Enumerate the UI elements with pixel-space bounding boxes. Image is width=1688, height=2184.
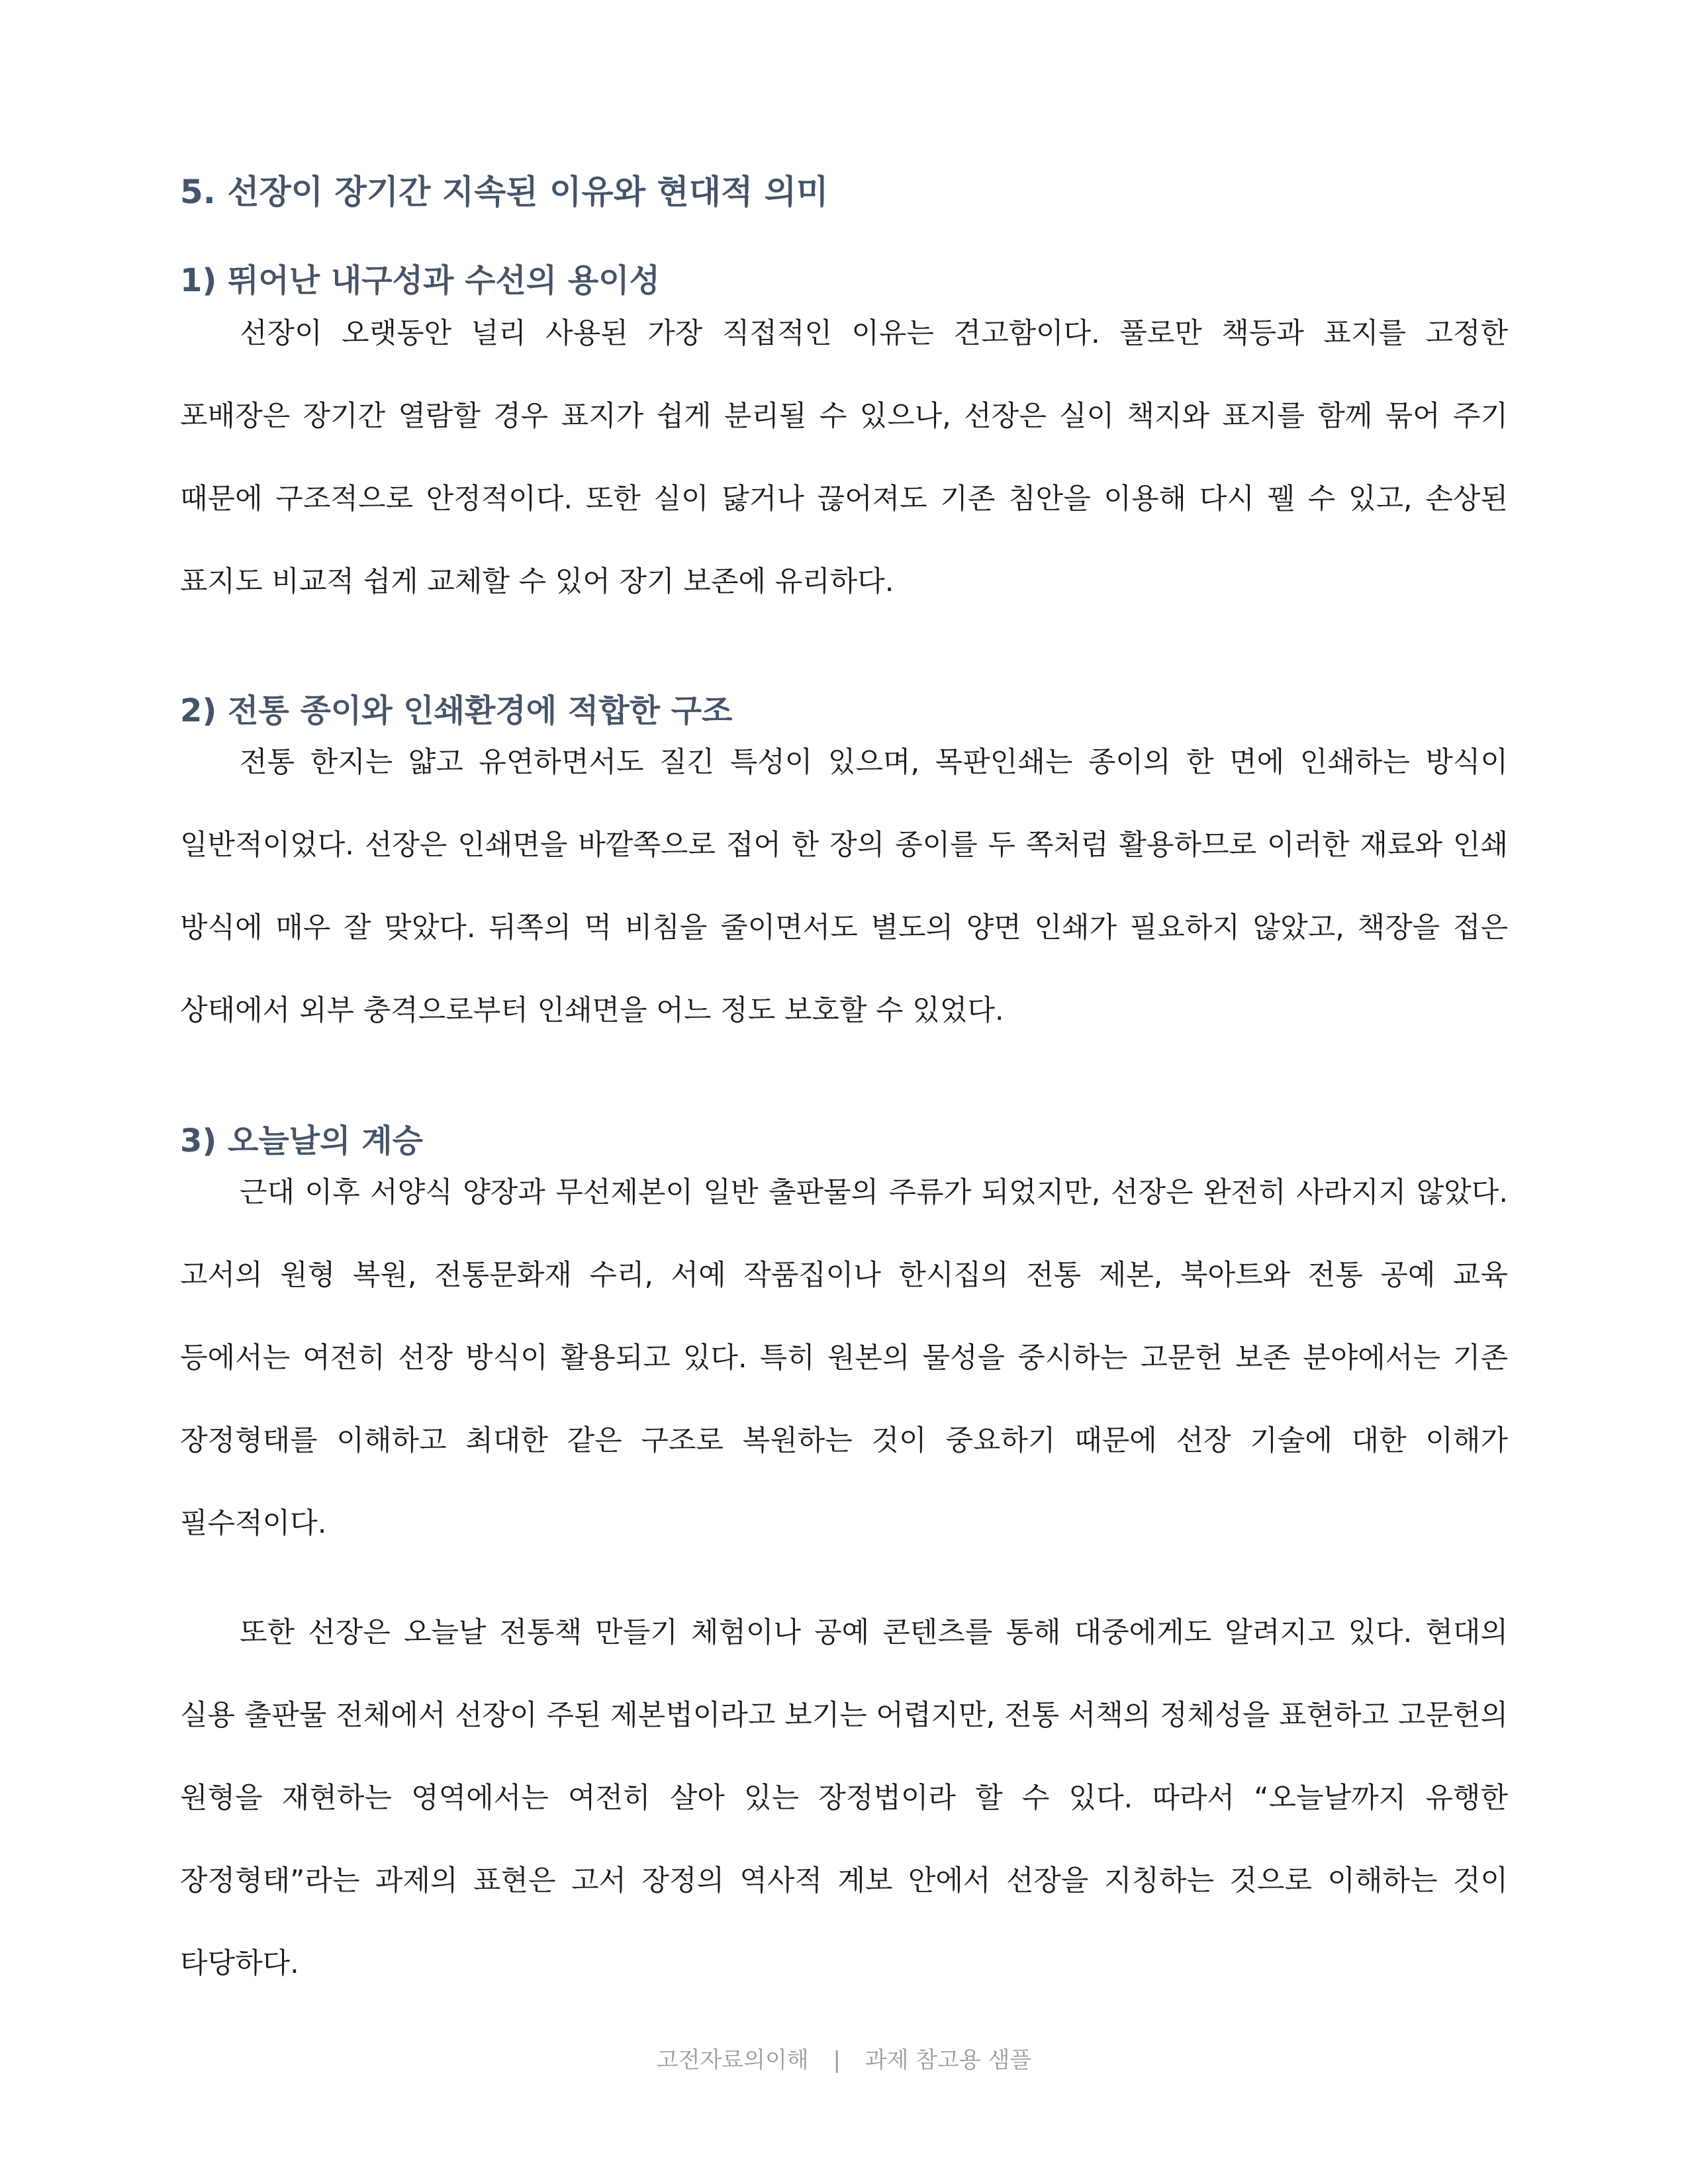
paragraph-3: 근대 이후 서양식 양장과 무선제본이 일반 출판물의 주류가 되었지만, 선장은 완전히 사라지지 않았다. 고서의 원형 복원, 전통문화재 수리, 서예 작품집이나 한시집의 전통 제본, 북아트와 전통 공예 교육 등에서는 여전히 선장 방식이 활용되고 있다. 특히 원본의 물성을 중시하는 고문헌 보존 분야에서는 기존 장정형태를 이해하고 최대한 같은 구조로 복원하는 것이 중요하기 때문에 선장 기술에 대한 이해가 필수적이다.	[180, 1176, 1508, 1540]
paragraph-4: 또한 선장은 오늘날 전통책 만들기 체험이나 공예 콘텐츠를 통해 대중에게도 알려지고 있다. 현대의 실용 출판물 전체에서 선장이 주된 제본법이라고 보기는 어렵지만, 전통 서책의 정체성을 표현하고 고문헌의 원형을 재현하는 영역에서는 여전히 살아 있는 장정법이라 할 수 있다. 따라서 “오늘날까지 유행한 장정형태”라는 과제의 표현은 고서 장정의 역사적 계보 안에서 선장을 지칭하는 것으로 이해하는 것이 타당하다.	[180, 1616, 1508, 1980]
paragraph-1: 선장이 오랫동안 널리 사용된 가장 직접적인 이유는 견고함이다. 풀로만 책등과 표지를 고정한 포배장은 장기간 열람할 경우 표지가 쉽게 분리될 수 있으나, 선장은 실이 책지와 표지를 함께 묶어 주기 때문에 구조적으로 안정적이다. 또한 실이 닳거나 끊어져도 기존 침안을 이용해 다시 꿸 수 있고, 손상된 표지도 비교적 쉽게 교체할 수 있어 장기 보존에 유리하다.	[180, 317, 1508, 598]
subsection-heading-1: 1) 뛰어난 내구성과 수선의 용이성	[180, 262, 660, 299]
section-title: 5. 선장이 장기간 지속된 이유와 현대적 의미	[180, 173, 829, 211]
subsection-heading-2: 2) 전통 종이와 인쇄환경에 적합한 구조	[180, 692, 733, 729]
footer-course-name: 고전자료의이해	[656, 2047, 809, 2073]
subsection-heading-3: 3) 오늘날의 계승	[180, 1122, 423, 1160]
page-footer	[0, 2042, 1688, 2074]
document-page	[180, 0, 1508, 2184]
footer-label: 과제 참고용 샘플	[865, 2047, 1032, 2073]
footer-separator: |	[833, 2047, 841, 2073]
paragraph-2: 전통 한지는 얇고 유연하면서도 질긴 특성이 있으며, 목판인쇄는 종이의 한 면에 인쇄하는 방식이 일반적이었다. 선장은 인쇄면을 바깥쪽으로 접어 한 장의 종이를 두 쪽처럼 활용하므로 이러한 재료와 인쇄 방식에 매우 잘 맞았다. 뒤쪽의 먹 비침을 줄이면서도 별도의 양면 인쇄가 필요하지 않았고, 책장을 접은 상태에서 외부 충격으로부터 인쇄면을 어느 정도 보호할 수 있었다.	[180, 746, 1508, 1027]
